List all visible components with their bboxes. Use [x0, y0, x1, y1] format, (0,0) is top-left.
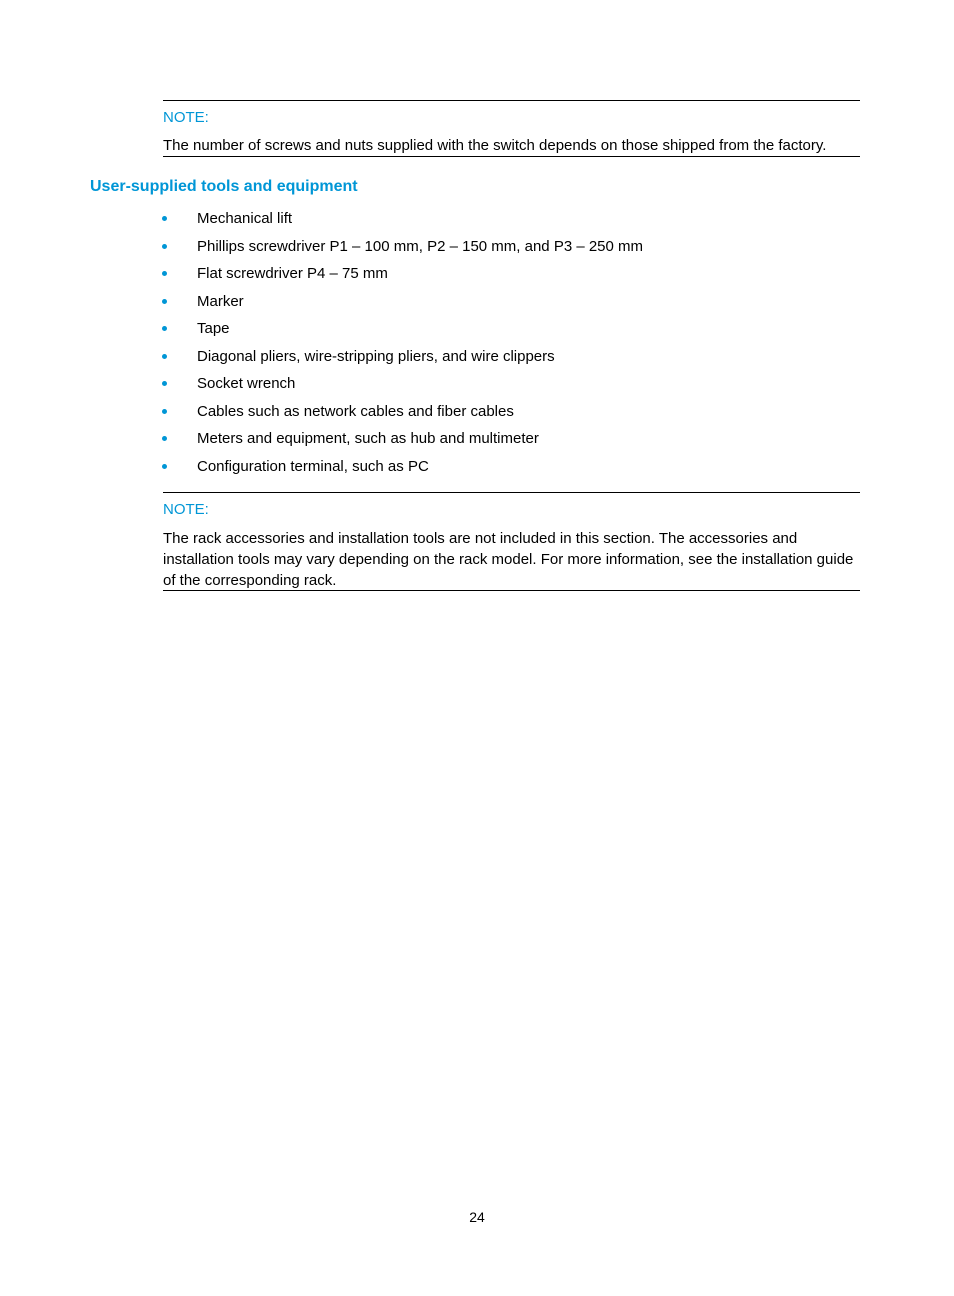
- section-heading: User-supplied tools and equipment: [90, 178, 358, 195]
- note-text: The rack accessories and installation tools are not included in this section. The accessories and installation tools may vary depending on the rack model. For more information, see the installation guide of the corresponding rack.: [163, 530, 854, 589]
- list-item-text: Meters and equipment, such as hub and multimeter: [197, 430, 539, 447]
- list-item: [160, 456, 860, 478]
- bullet-icon: [162, 436, 167, 441]
- bullet-icon: [162, 244, 167, 249]
- note-text: The number of screws and nuts supplied with the switch depends on those shipped from the factory.: [163, 137, 827, 154]
- list-item: [160, 263, 860, 285]
- list-item: [160, 428, 860, 450]
- bullet-icon: [162, 326, 167, 331]
- list-item: [160, 373, 860, 395]
- list-item: [160, 401, 860, 423]
- bullet-icon: [162, 271, 167, 276]
- list-item-text: Mechanical lift: [197, 210, 293, 227]
- bullet-icon: [162, 216, 167, 221]
- list-item: [160, 208, 860, 230]
- list-item-text: Marker: [197, 293, 244, 310]
- list-item-text: Socket wrench: [197, 375, 296, 392]
- list-item: [160, 291, 860, 313]
- page-number: 24: [469, 1209, 485, 1225]
- list-item-text: Configuration terminal, such as PC: [197, 458, 429, 475]
- bullet-icon: [162, 299, 167, 304]
- note-top: [163, 100, 860, 157]
- list-item-text: Phillips screwdriver P1 – 100 mm, P2 – 150 mm, and P3 – 250 mm: [197, 238, 644, 255]
- note-label: NOTE:: [163, 501, 209, 518]
- list-item-text: Tape: [197, 320, 230, 337]
- list-item-text: Flat screwdriver P4 – 75 mm: [197, 265, 388, 282]
- list-item: [160, 346, 860, 368]
- bullet-icon: [162, 354, 167, 359]
- bullet-icon: [162, 464, 167, 469]
- list-item-text: Diagonal pliers, wire-stripping pliers, and wire clippers: [197, 348, 555, 365]
- bullet-icon: [162, 381, 167, 386]
- note-bottom: [163, 492, 860, 591]
- list-item: [160, 236, 860, 258]
- bullet-icon: [162, 409, 167, 414]
- note-label: NOTE:: [163, 109, 209, 126]
- list-item: [160, 318, 860, 340]
- list-item-text: Cables such as network cables and fiber cables: [197, 403, 514, 420]
